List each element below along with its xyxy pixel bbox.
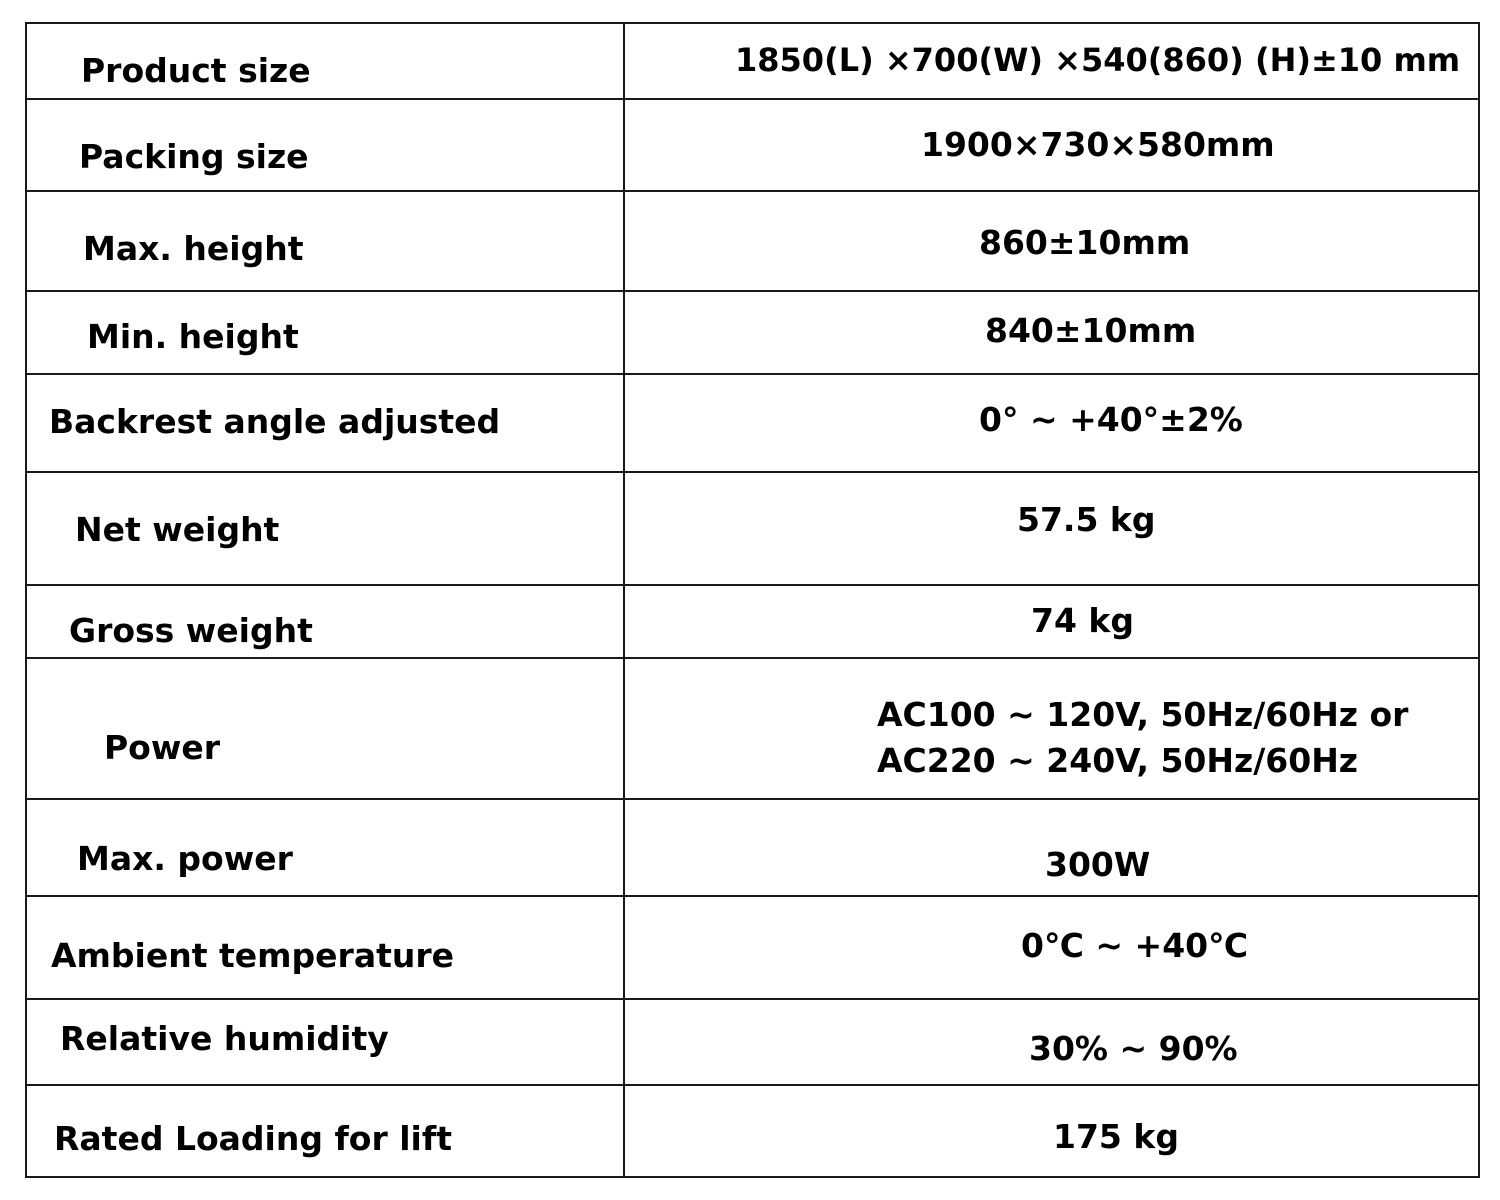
spec-label: Rated Loading for lift	[54, 1119, 452, 1158]
spec-label: Max. height	[83, 229, 304, 268]
spec-value-cell	[624, 472, 1479, 585]
spec-value-line: AC220 ~ 240V, 50Hz/60Hz	[877, 741, 1359, 780]
spec-value: 1900×730×580mm	[921, 125, 1275, 164]
table-row	[26, 999, 1479, 1085]
spec-label-cell	[26, 658, 624, 799]
spec-value-cell	[624, 291, 1479, 374]
spec-label-cell	[26, 191, 624, 291]
spec-value: 57.5 kg	[1017, 500, 1156, 539]
specifications-table	[25, 22, 1480, 1178]
spec-value: 30% ~ 90%	[1029, 1029, 1238, 1068]
table-row	[26, 585, 1479, 658]
spec-label: Min. height	[87, 317, 299, 356]
spec-label: Product size	[81, 51, 311, 90]
spec-value-cell	[624, 191, 1479, 291]
spec-value-cell	[624, 99, 1479, 191]
spec-label-cell	[26, 291, 624, 374]
table-row	[26, 472, 1479, 585]
spec-value-cell	[624, 585, 1479, 658]
spec-label-cell	[26, 896, 624, 999]
spec-label-cell	[26, 23, 624, 99]
spec-value: 0℃ ~ +40℃	[1021, 926, 1249, 965]
spec-label-cell	[26, 999, 624, 1085]
spec-value-cell	[624, 374, 1479, 472]
spec-label-cell	[26, 374, 624, 472]
table-row	[26, 1085, 1479, 1177]
spec-value: 1850(L) ×700(W) ×540(860) (H)±10 mm	[735, 41, 1461, 79]
spec-label-cell	[26, 472, 624, 585]
spec-label: Packing size	[79, 137, 309, 176]
spec-value: 860±10mm	[979, 223, 1191, 262]
spec-label: Power	[104, 728, 220, 767]
spec-value-cell	[624, 1085, 1479, 1177]
spec-value-line: AC100 ~ 120V, 50Hz/60Hz or	[877, 695, 1409, 734]
spec-value-cell	[624, 896, 1479, 999]
spec-value-multiline	[877, 692, 1408, 784]
spec-label-cell	[26, 585, 624, 658]
spec-value-cell	[624, 999, 1479, 1085]
table-row	[26, 99, 1479, 191]
spec-value: 0° ~ +40°±2%	[979, 400, 1243, 439]
spec-label-cell	[26, 99, 624, 191]
spec-label: Relative humidity	[60, 1019, 389, 1058]
spec-value: 175 kg	[1053, 1117, 1179, 1156]
spec-label: Net weight	[75, 510, 280, 549]
table-row	[26, 896, 1479, 999]
spec-value-cell	[624, 658, 1479, 799]
table-row	[26, 191, 1479, 291]
spec-value: 74 kg	[1031, 601, 1134, 640]
spec-label: Gross weight	[69, 611, 313, 650]
table-row	[26, 291, 1479, 374]
table-row	[26, 23, 1479, 99]
spec-value: 840±10mm	[985, 311, 1197, 350]
table-row	[26, 799, 1479, 896]
spec-value-cell	[624, 799, 1479, 896]
spec-value-cell	[624, 23, 1479, 99]
spec-label: Max. power	[77, 839, 293, 878]
spec-label-cell	[26, 1085, 624, 1177]
table-row	[26, 658, 1479, 799]
spec-label-cell	[26, 799, 624, 896]
spec-value: 300W	[1045, 845, 1151, 884]
spec-label: Backrest angle adjusted	[49, 402, 501, 441]
spec-label: Ambient temperature	[51, 936, 455, 975]
table-row	[26, 374, 1479, 472]
